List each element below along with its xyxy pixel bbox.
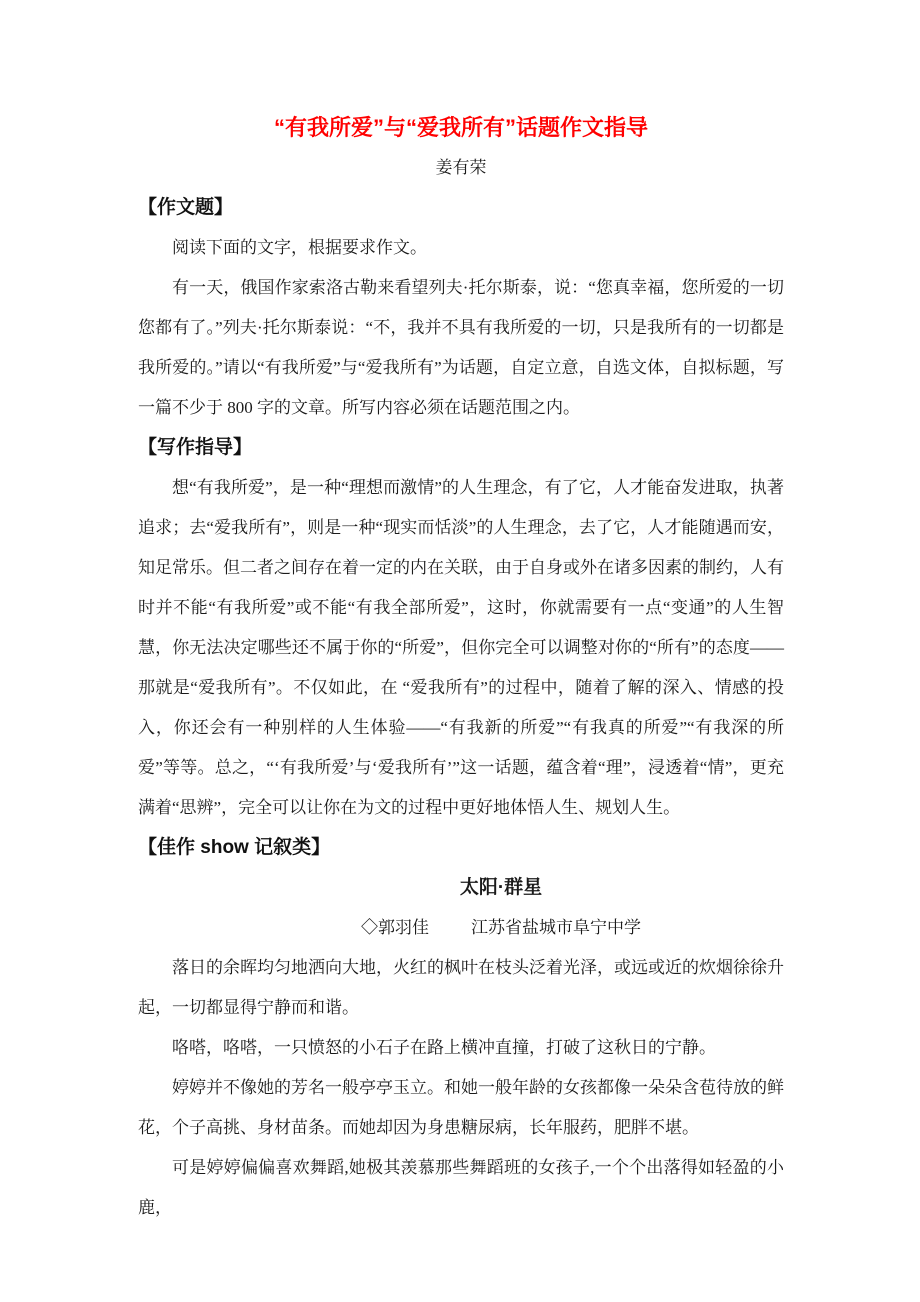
section-heading-guidance: 【写作指导】	[138, 437, 253, 458]
essay-paragraph-1: 落日的余晖均匀地洒向大地，火红的枫叶在枝头泛着光泽，或远或近的炊烟徐徐升起，一切都显得宁静而和谐。	[138, 958, 784, 1017]
essay-title: 太阳·群星	[459, 877, 543, 898]
section-heading-prompt: 【作文题】	[138, 197, 234, 218]
essay-byline-author: ◇郭羽佳	[361, 918, 429, 937]
document-author: 姜有荣	[435, 158, 487, 177]
essay-byline-school: 江苏省盐城市阜宁中学	[471, 918, 641, 937]
document-title: “有我所爱”与“爱我所有”话题作文指导	[273, 115, 648, 140]
prompt-paragraph-intro: 阅读下面的文字，根据要求作文。	[172, 238, 427, 257]
essay-paragraph-3: 婷婷并不像她的芳名一般亭亭玉立。和她一般年龄的女孩都像一朵朵含苞待放的鲜花，个子高挑、身材苗条。而她却因为身患糖尿病，长年服药，肥胖不堪。	[138, 1078, 784, 1137]
essay-byline	[178, 908, 824, 948]
prompt-paragraph-topic: 有一天，俄国作家索洛古勒来看望列夫·托尔斯泰，说：“您真幸福，您所爱的一切您都有了。”列夫·托尔斯泰说：“不，我并不具有我所爱的一切，只是我所有的一切都是我所爱的。”请以“有我所爱”与“爱我所有”为话题，自定立意，自选文体，自拟标题，写一篇不少于 800 字的文章。所写内容必须在话题范围之内。	[138, 278, 784, 417]
guidance-paragraph: 想“有我所爱”，是一种“理想而激情”的人生理念，有了它，人才能奋发进取，执著追求；去“爱我所有”，则是一种“现实而恬淡”的人生理念，去了它，人才能随遇而安，知足常乐。但二者之间存在着一定的内在关联，由于自身或外在诸多因素的制约，人有时并不能“有我所爱”或不能“有我全部所爱”，这时，你就需要有一点“变通”的人生智慧，你无法决定哪些还不属于你的“所爱”，但你完全可以调整对你的“所有”的态度——那就是“爱我所有”。不仅如此，在 “爱我所有”的过程中，随着了解的深入、情感的投入，你还会有一种别样的人生体验——“有我新的所爱”“有我真的所爱”“有我深的所爱”等等。总之，“‘有我所爱’与‘爱我所有’”这一话题，蕴含着“理”，浸透着“情”，更充满着“思辨”，完全可以让你在为文的过程中更好地体悟人生、规划人生。	[138, 478, 784, 817]
essay-paragraph-2: 咯嗒，咯嗒，一只愤怒的小石子在路上横冲直撞，打破了这秋日的宁静。	[172, 1038, 716, 1057]
essay-paragraph-4: 可是婷婷偏偏喜欢舞蹈,她极其羡慕那些舞蹈班的女孩子,一个个出落得如轻盈的小鹿，	[138, 1158, 784, 1217]
section-heading-essay: 【佳作 show 记叙类】	[138, 837, 331, 858]
